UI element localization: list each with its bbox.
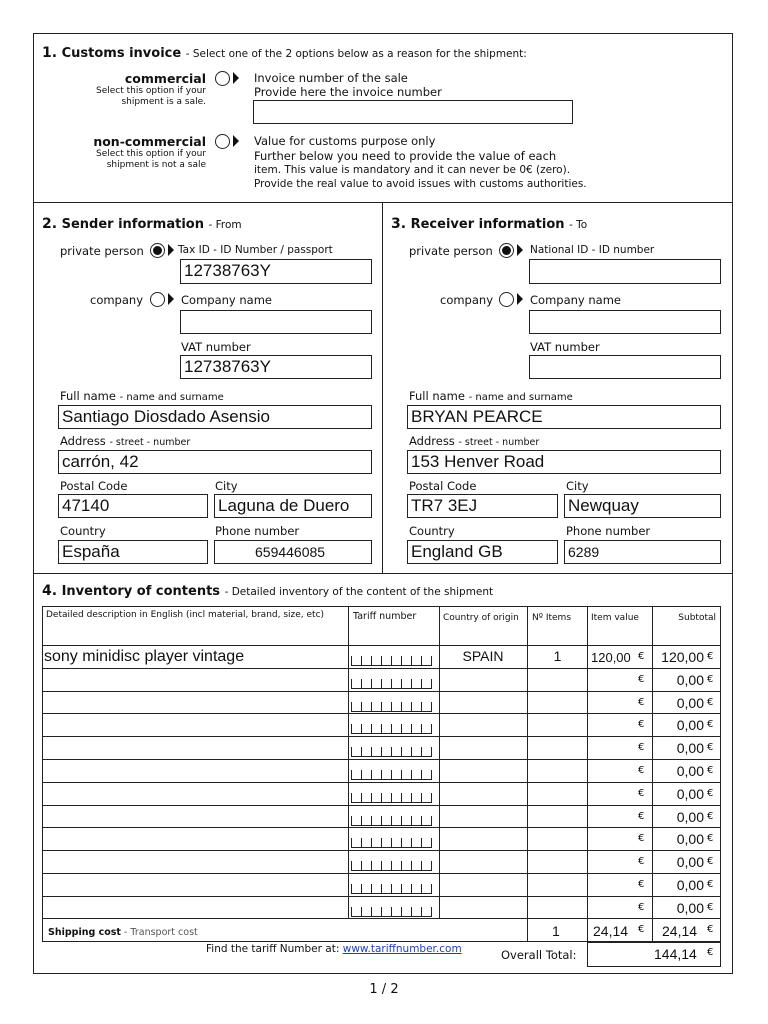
sender-company-arrow-icon (168, 293, 174, 305)
sender-vat-field[interactable]: 12738763Y (180, 355, 372, 379)
row-subtotal-currency: € (707, 673, 714, 685)
row-divider (42, 850, 721, 851)
row-divider (42, 736, 721, 737)
sender-country-field[interactable]: España (58, 540, 208, 564)
receiver-phone-field[interactable]: 6289 (564, 540, 721, 564)
row-subtotal: 0,00 (676, 671, 704, 688)
receiver-heading: 3. Receiver information - To (391, 216, 588, 232)
row-divider (42, 873, 721, 874)
row-value-currency: € (638, 810, 645, 822)
shipping-row-top-border (42, 918, 721, 919)
row-divider (42, 691, 721, 692)
customs-value-label: Value for customs purpose only (254, 134, 436, 148)
sender-taxid-field[interactable]: 12738763Y (180, 259, 372, 284)
customs-value-hint-3: Provide the real value to avoid issues with customs authorities. (254, 178, 587, 190)
row-subtotal: 0,00 (676, 831, 704, 848)
customs-invoice-heading: 1. Customs invoice - Select one of the 2 options below as a reason for the shipment: (42, 45, 527, 61)
header-value: Item value (591, 613, 639, 623)
header-tariff: Tariff number (353, 611, 417, 622)
customs-value-hint-1: Further below you need to provide the value of each (254, 149, 557, 163)
row-subtotal: 0,00 (676, 763, 704, 779)
sender-postal-field[interactable]: 47140 (58, 494, 208, 518)
sender-company-name-field[interactable] (180, 310, 372, 334)
sender-private-label: private person (60, 244, 144, 258)
sender-country-label: Country (60, 524, 106, 538)
sender-address-field[interactable]: carrón, 42 (58, 450, 372, 474)
sender-postal-label: Postal Code (60, 479, 128, 493)
row-tariff-input[interactable] (351, 724, 432, 734)
receiver-natid-label: National ID - ID number (530, 244, 655, 256)
row-subtotal-currency: € (707, 787, 714, 799)
row-tariff-input[interactable] (351, 747, 432, 757)
sender-company-radio[interactable] (150, 292, 165, 307)
receiver-phone-label: Phone number (566, 524, 651, 538)
row-subtotal: 0,00 (676, 694, 704, 711)
row-value-currency: € (638, 696, 645, 708)
col-divider-items (527, 606, 528, 942)
row-divider (42, 805, 721, 806)
receiver-private-radio[interactable] (499, 243, 514, 258)
shipping-subtotal: 24,14 (662, 923, 698, 939)
row-subtotal: 0,00 (676, 740, 704, 757)
row-tariff-input[interactable] (351, 770, 432, 780)
commercial-option-label: commercial (124, 71, 206, 86)
sender-taxid-label: Tax ID - ID Number / passport (178, 244, 333, 256)
tariff-note: Find the tariff Number at: www.tariffnumber.com (206, 943, 462, 955)
row-subtotal: 0,00 (676, 785, 704, 802)
shipping-items[interactable]: 1 (552, 923, 560, 939)
sender-city-field[interactable]: Laguna de Duero (214, 494, 372, 518)
page-number: 1 / 2 (369, 982, 399, 997)
row-divider (42, 759, 721, 760)
commercial-note-line2: shipment is a sale. (121, 97, 206, 107)
row-value-currency: € (638, 765, 645, 776)
sender-address-label: Address - street - number (60, 434, 191, 448)
invoice-number-field[interactable] (253, 100, 573, 124)
receiver-fullname-label: Full name - name and surname (409, 389, 573, 403)
receiver-country-label: Country (409, 524, 455, 538)
sender-company-name-label: Company name (181, 293, 272, 307)
row-subtotal-currency: € (707, 765, 714, 776)
row-tariff-input[interactable] (351, 884, 432, 894)
receiver-company-label: company (440, 293, 494, 307)
header-items: Nº Items (532, 613, 572, 623)
row-value-currency: € (638, 742, 645, 754)
receiver-postal-label: Postal Code (409, 479, 477, 493)
row-subtotal-currency: € (707, 856, 714, 868)
overall-total-value: 144,14 (654, 946, 697, 962)
row-divider (42, 668, 721, 669)
noncommercial-option-label: non-commercial (93, 134, 206, 149)
receiver-city-field[interactable]: Newquay (564, 494, 721, 518)
row-subtotal-currency: € (707, 719, 714, 731)
row-divider (42, 782, 721, 783)
overall-total-label: Overall Total: (501, 948, 577, 962)
row-subtotal: 0,00 (676, 808, 704, 825)
sender-phone-field[interactable]: 659446085 (214, 540, 372, 564)
row-divider (42, 896, 721, 897)
header-subtotal: Subtotal (678, 613, 716, 623)
row-value-currency: € (638, 856, 645, 868)
shipping-value[interactable]: 24,14 (593, 923, 629, 939)
col-divider-origin (439, 606, 440, 918)
receiver-address-label: Address - street - number (409, 434, 540, 448)
sender-city-label: City (215, 479, 238, 493)
receiver-country-field[interactable]: England GB (407, 540, 558, 564)
row-subtotal: 0,00 (676, 854, 704, 871)
row-subtotal-currency: € (707, 879, 714, 890)
receiver-company-arrow-icon (517, 293, 523, 305)
tariff-link[interactable]: www.tariffnumber.com (342, 943, 462, 955)
row-value[interactable]: 120,00 (591, 650, 631, 665)
row-value-currency: € (638, 833, 645, 845)
noncommercial-arrow-icon (233, 135, 239, 147)
col-divider-value (587, 606, 588, 942)
row-tariff-input[interactable] (351, 816, 432, 826)
row-value-currency: € (638, 719, 645, 731)
receiver-company-name-field[interactable] (529, 310, 721, 334)
row-subtotal-currency: € (707, 833, 714, 845)
sender-private-radio[interactable] (150, 243, 165, 258)
row-subtotal: 120,00 (661, 649, 704, 665)
row-value-currency: € (638, 901, 645, 913)
row-value-currency: € (638, 879, 645, 890)
sender-vat-label: VAT number (181, 340, 251, 354)
receiver-vat-field[interactable] (529, 355, 721, 379)
row-items[interactable]: 1 (553, 648, 562, 664)
sender-heading: 2. Sender information - From (42, 216, 242, 232)
invoice-number-label: Invoice number of the sale (254, 71, 408, 85)
noncommercial-note-line1: Select this option if your (96, 149, 206, 159)
row-value-currency: € (638, 673, 645, 685)
row-tariff-input[interactable] (351, 679, 432, 689)
shipping-value-currency: € (638, 924, 645, 935)
row-subtotal: 0,00 (676, 877, 704, 893)
row-subtotal-currency: € (707, 742, 714, 754)
sender-fullname-field[interactable]: Santiago Diosdado Asensio (58, 405, 372, 429)
inventory-heading: 4. Inventory of contents - Detailed inventory of the content of the shipment (42, 583, 494, 599)
row-divider (42, 713, 721, 714)
header-description: Detailed description in English (incl material, brand, size, etc) (46, 610, 325, 620)
commercial-arrow-icon (233, 72, 239, 84)
col-divider-tariff (348, 606, 349, 918)
receiver-vat-label: VAT number (530, 340, 600, 354)
row-divider (42, 827, 721, 828)
receiver-company-radio[interactable] (499, 292, 514, 307)
row-subtotal-currency: € (707, 810, 714, 822)
row-subtotal-currency: € (707, 696, 714, 708)
row-subtotal: 0,00 (676, 717, 704, 734)
receiver-natid-field[interactable] (529, 259, 721, 284)
row-value-currency: € (638, 787, 645, 799)
row-tariff-input[interactable] (351, 838, 432, 848)
noncommercial-radio[interactable] (215, 134, 230, 149)
receiver-postal-field[interactable]: TR7 3EJ (407, 494, 558, 518)
receiver-private-arrow-icon (517, 244, 523, 256)
row-tariff-input[interactable] (351, 861, 432, 871)
header-origin: Country of origin (443, 613, 519, 623)
row-tariff-input[interactable] (351, 793, 432, 803)
receiver-fullname-field[interactable]: BRYAN PEARCE (407, 405, 721, 429)
commercial-note-line1: Select this option if your (96, 86, 206, 96)
row-subtotal-currency: € (707, 901, 714, 913)
receiver-city-label: City (566, 479, 589, 493)
row-value-currency: € (638, 651, 645, 662)
shipping-subtotal-currency: € (707, 924, 714, 935)
row-description[interactable]: sony minidisc player vintage (44, 648, 245, 665)
sender-private-arrow-icon (168, 244, 174, 256)
row-origin[interactable]: SPAIN (462, 648, 504, 664)
commercial-radio[interactable] (215, 71, 230, 86)
invoice-number-hint: Provide here the invoice number (254, 85, 442, 99)
receiver-company-name-label: Company name (530, 293, 621, 307)
customs-value-hint-2: item. This value is mandatory and it can never be 0€ (zero). (254, 164, 571, 176)
noncommercial-note-line2: shipment is not a sale (106, 160, 206, 170)
receiver-private-label: private person (409, 244, 493, 258)
row-subtotal: 0,00 (676, 899, 704, 916)
overall-total-currency: € (707, 947, 714, 958)
receiver-address-field[interactable]: 153 Henver Road (407, 450, 721, 474)
shipping-cost-label: Shipping cost - Transport cost (48, 927, 198, 938)
row-tariff-input[interactable] (351, 656, 432, 666)
sender-phone-label: Phone number (215, 524, 300, 538)
table-header-divider (42, 645, 721, 646)
row-tariff-input[interactable] (351, 907, 432, 917)
sender-fullname-label: Full name - name and surname (60, 389, 224, 403)
row-subtotal-currency: € (707, 651, 714, 662)
sender-company-label: company (90, 293, 144, 307)
row-tariff-input[interactable] (351, 702, 432, 712)
